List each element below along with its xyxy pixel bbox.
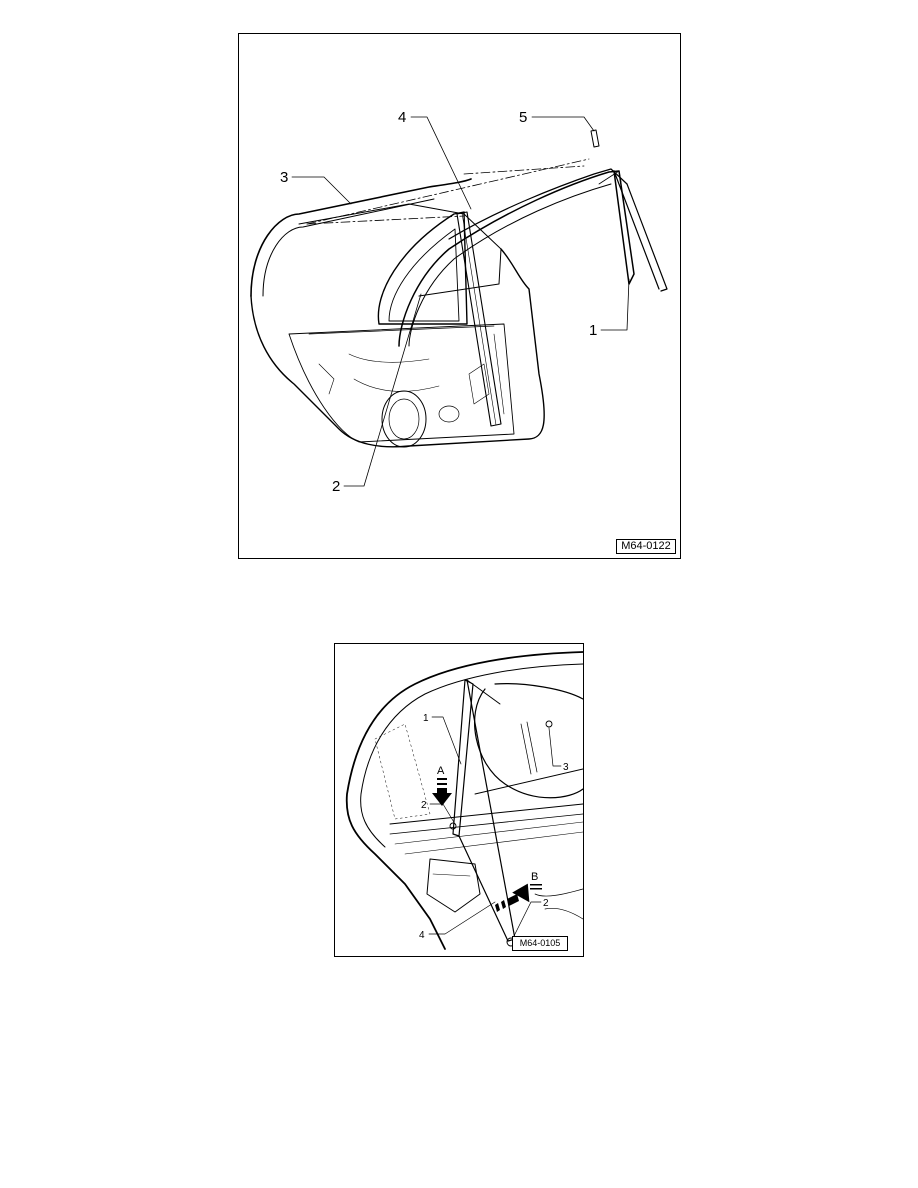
callout-1: 1: [423, 713, 429, 724]
callout-4: 4: [419, 930, 425, 941]
callout-2-upper: 2: [421, 800, 427, 811]
callout-4: 4: [398, 109, 407, 126]
figure-code-label: M64-0105: [512, 936, 568, 951]
figure-code-label: M64-0122: [616, 539, 676, 554]
figure-seal-installation-detail: [334, 643, 584, 957]
seal-installation-illustration: [335, 644, 583, 956]
arrow-a-label: A: [437, 765, 445, 777]
callout-3: 3: [563, 762, 569, 773]
callout-2: 2: [332, 478, 341, 495]
callout-5: 5: [519, 109, 528, 126]
door-seals-illustration: [239, 34, 680, 558]
callout-3: 3: [280, 169, 289, 186]
figure-door-seals-exploded: [238, 33, 681, 559]
callout-1: 1: [589, 322, 598, 339]
callout-2-lower: 2: [543, 898, 549, 909]
arrow-b-label: B: [531, 871, 539, 883]
